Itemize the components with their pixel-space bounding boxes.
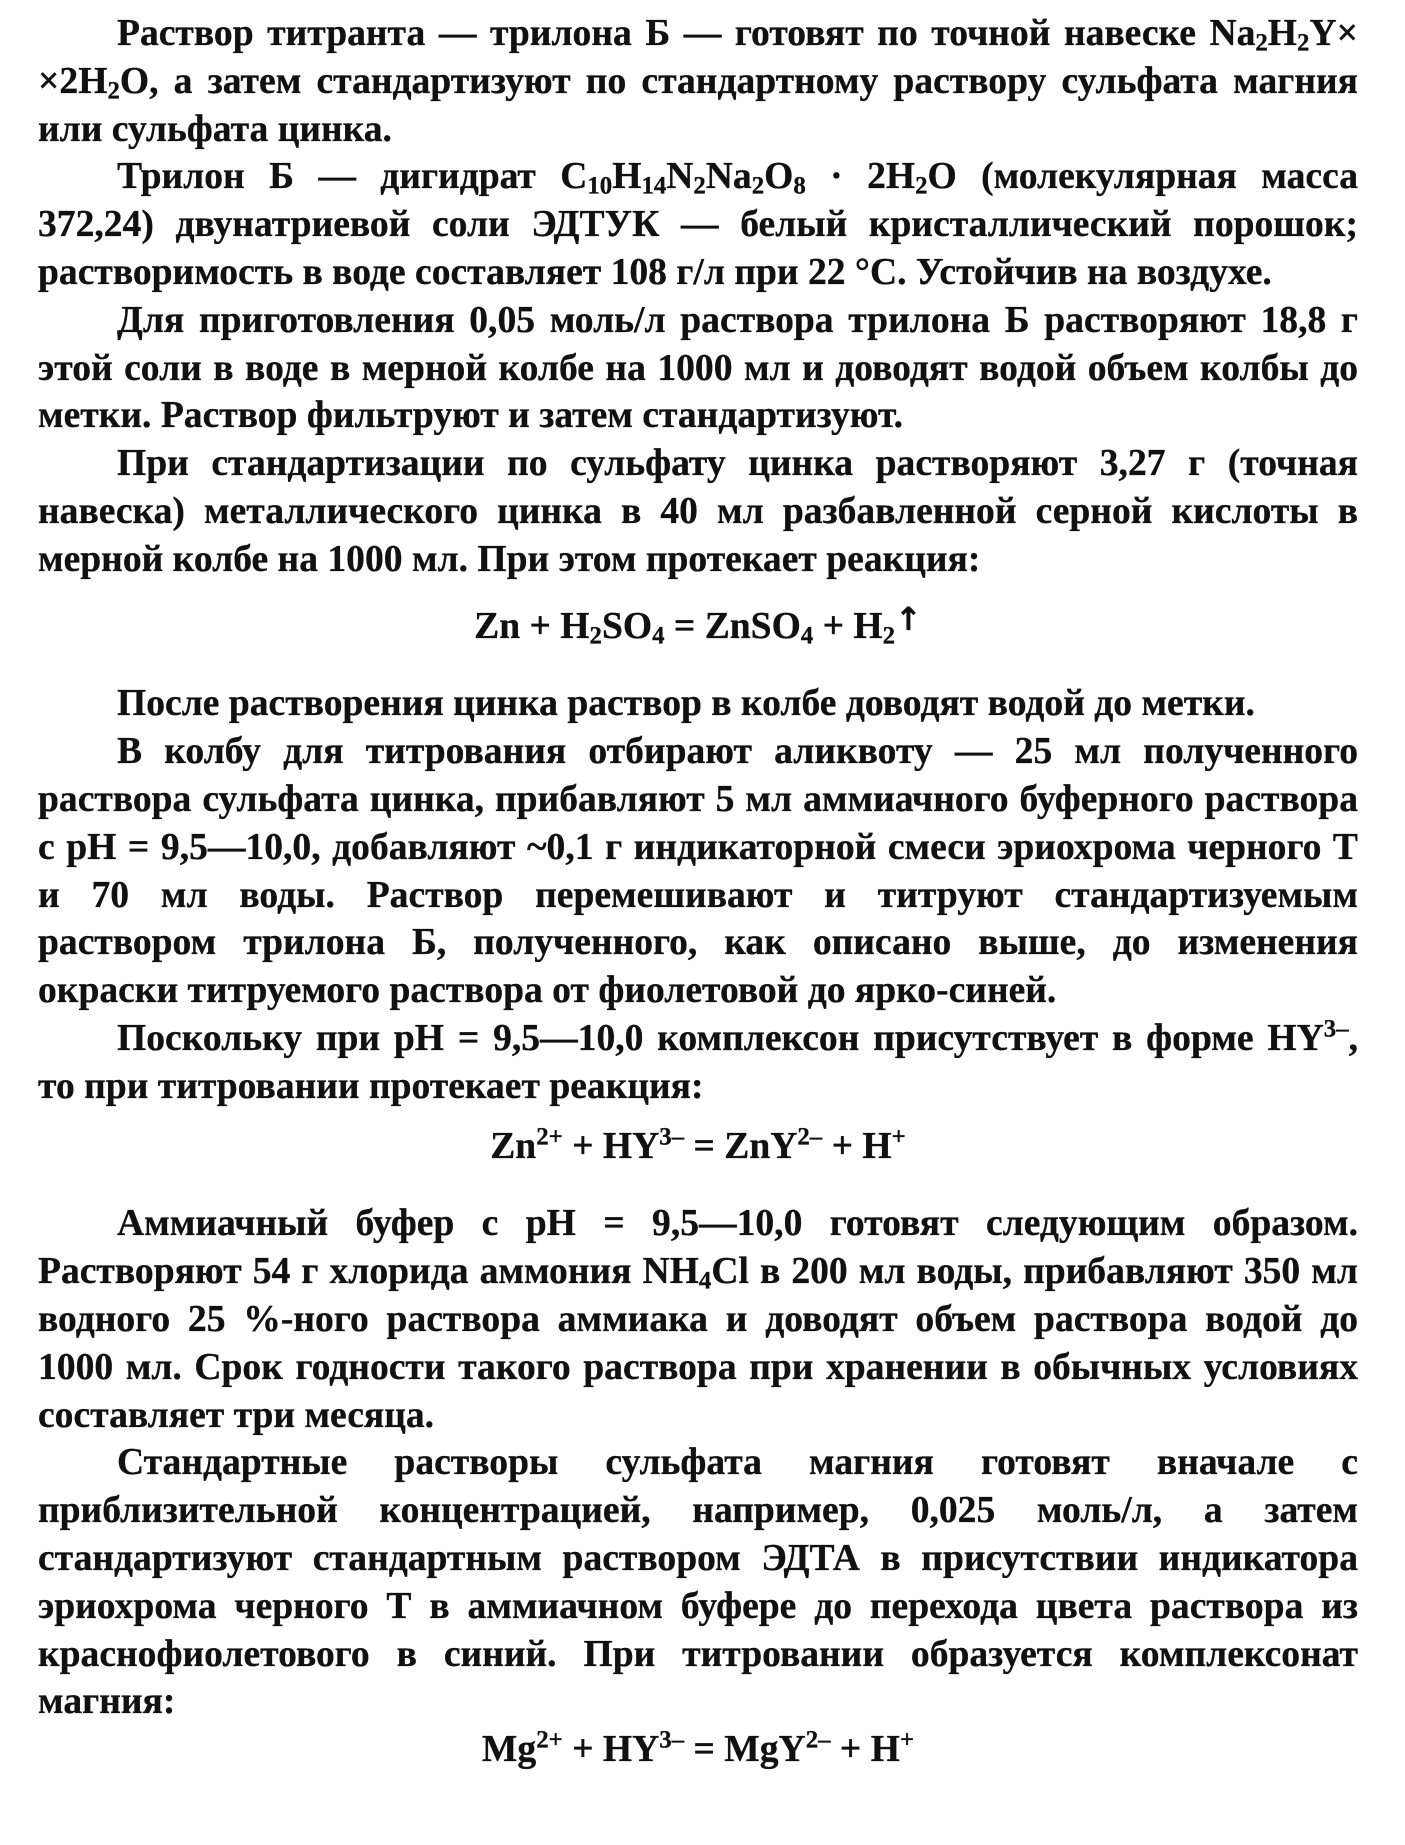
text-run: = ZnY bbox=[684, 1125, 798, 1167]
equation-zinc-dissolution bbox=[38, 584, 1358, 681]
text-run: · 2H bbox=[805, 156, 916, 198]
text-run: Mg bbox=[481, 1729, 537, 1771]
gas-arrow-icon: ↑ bbox=[895, 599, 922, 638]
subscript: 10 bbox=[587, 172, 613, 200]
text-run: SO bbox=[601, 605, 653, 647]
paragraph-after-dissolution: После растворения цинка раствор в колбе доводят водой до метки. bbox=[117, 683, 1255, 725]
paragraph-complexone-form bbox=[38, 1015, 1358, 1111]
superscript: 3– bbox=[659, 1122, 685, 1150]
paragraph-ammonia-buffer bbox=[38, 1200, 1358, 1439]
paragraph-preparation: Для приготовления 0,05 моль/л раствора трилона Б растворяют 18,8 г этой соли в воде в мерной колбе на 1000 мл и доводят водой объем колбы до метки. Раствор фильтруют и затем стандартизуют. bbox=[38, 299, 1358, 437]
text-run: Zn bbox=[490, 1125, 537, 1167]
text-run: , то при титровании протекает реакция: bbox=[38, 1017, 1358, 1107]
paragraph-titrant bbox=[38, 10, 1358, 153]
superscript: 3– bbox=[1323, 1015, 1349, 1043]
text-run: Раствор титранта — трилона Б — готовят по точной навеске Na bbox=[117, 13, 1256, 54]
subscript: 14 bbox=[641, 172, 667, 200]
subscript: 2 bbox=[693, 172, 706, 200]
text-run: Аммиачный буфер с pH = 9,5—10,0 готовят следующим образом. Растворяют 54 г хлорида аммония NH bbox=[38, 1203, 1358, 1293]
superscript: 2– bbox=[805, 1726, 831, 1754]
text-run: + H bbox=[813, 605, 883, 647]
text-run: Трилон Б — дигидрат C bbox=[117, 156, 588, 198]
subscript: 2 bbox=[107, 77, 120, 105]
text-run: = MgY bbox=[684, 1729, 806, 1771]
text-run: Y× ×2H bbox=[38, 13, 1358, 102]
text-run: + H bbox=[822, 1125, 892, 1167]
superscript: 3– bbox=[659, 1726, 685, 1754]
text-run: O bbox=[764, 156, 794, 198]
equation-magnesium-complex bbox=[38, 1726, 1358, 1774]
text-run: Cl в 200 мл воды, прибавляют 350 мл водного 25 %-ного раствора аммиака и доводят объем раствора водой до 1000 мл. Срок годности такого раствора при хранении в обычных условиях составляет три месяца. bbox=[38, 1251, 1358, 1436]
subscript: 2 bbox=[1297, 29, 1310, 57]
subscript: 4 bbox=[800, 622, 814, 650]
text-run: O, а затем стандартизуют по стандартному раствору сульфата магния или сульфата цинка. bbox=[38, 60, 1358, 150]
text-run: H bbox=[612, 156, 642, 198]
text-run: Zn + H bbox=[474, 605, 590, 647]
subscript: 8 bbox=[793, 172, 806, 200]
subscript: 4 bbox=[698, 1267, 712, 1295]
paragraph-trilon-b bbox=[38, 153, 1358, 296]
superscript: + bbox=[891, 1122, 906, 1150]
paragraph-standardization-zinc: При стандартизации по сульфату цинка растворяют 3,27 г (точная навеска) металлического цинка в 40 мл разбавленной серной кислоты в мерной колбе на 1000 мл. При этом протекает реакция: bbox=[38, 443, 1358, 580]
text-run: + HY bbox=[562, 1125, 660, 1167]
subscript: 2 bbox=[1255, 29, 1268, 57]
text-run: H bbox=[1267, 13, 1298, 54]
text-run: + HY bbox=[562, 1729, 660, 1771]
paragraph-magnesium-standards: Стандартные растворы сульфата магния готовят вначале с приблизительной концентрацией, например, 0,025 моль/л, а затем стандартизуют стандартным раствором ЭДТА в присутствии индикатора эриохрома черного Т в аммиачном буфере до перехода цвета раствора из краснофиолетового в синий. При титровании образуется комплексонат магния: bbox=[38, 1442, 1358, 1723]
document-page bbox=[38, 10, 1358, 1774]
superscript: 2+ bbox=[536, 1726, 563, 1754]
subscript: 4 bbox=[652, 622, 665, 650]
subscript: 2 bbox=[751, 172, 765, 200]
superscript: 2+ bbox=[536, 1122, 563, 1150]
subscript: 2 bbox=[589, 622, 602, 650]
subscript: 2 bbox=[882, 622, 896, 650]
text-run: Na bbox=[705, 156, 752, 198]
text-run: = ZnSO bbox=[664, 605, 801, 647]
equation-zinc-complex bbox=[38, 1111, 1358, 1201]
text-run: Поскольку при pH = 9,5—10,0 комплексон присутствует в форме HY bbox=[117, 1017, 1324, 1059]
text-run: N bbox=[666, 156, 694, 198]
subscript: 2 bbox=[915, 172, 928, 200]
superscript: 2– bbox=[797, 1122, 823, 1150]
text-run: + H bbox=[830, 1729, 900, 1771]
text-run: O (молекулярная масса 372,24) двунатриевой соли ЭДТУК — белый кристаллический порошок; растворимость в воде составляет 108 г/л при 22 °С. Устойчив на воздухе. bbox=[38, 156, 1358, 293]
paragraph-aliquot: В колбу для титрования отбирают аликвоту — 25 мл полученного раствора сульфата цинка, прибавляют 5 мл аммиачного буферного раствора с pH = 9,5—10,0, добавляют ~0,1 г индикаторной смеси эриохрома черного Т и 70 мл воды. Раствор перемешивают и титруют стандартизуемым раствором трилона Б, полученного, как описано выше, до изменения окраски титруемого раствора от фиолетовой до ярко-синей. bbox=[38, 731, 1358, 1012]
superscript: + bbox=[899, 1726, 915, 1754]
